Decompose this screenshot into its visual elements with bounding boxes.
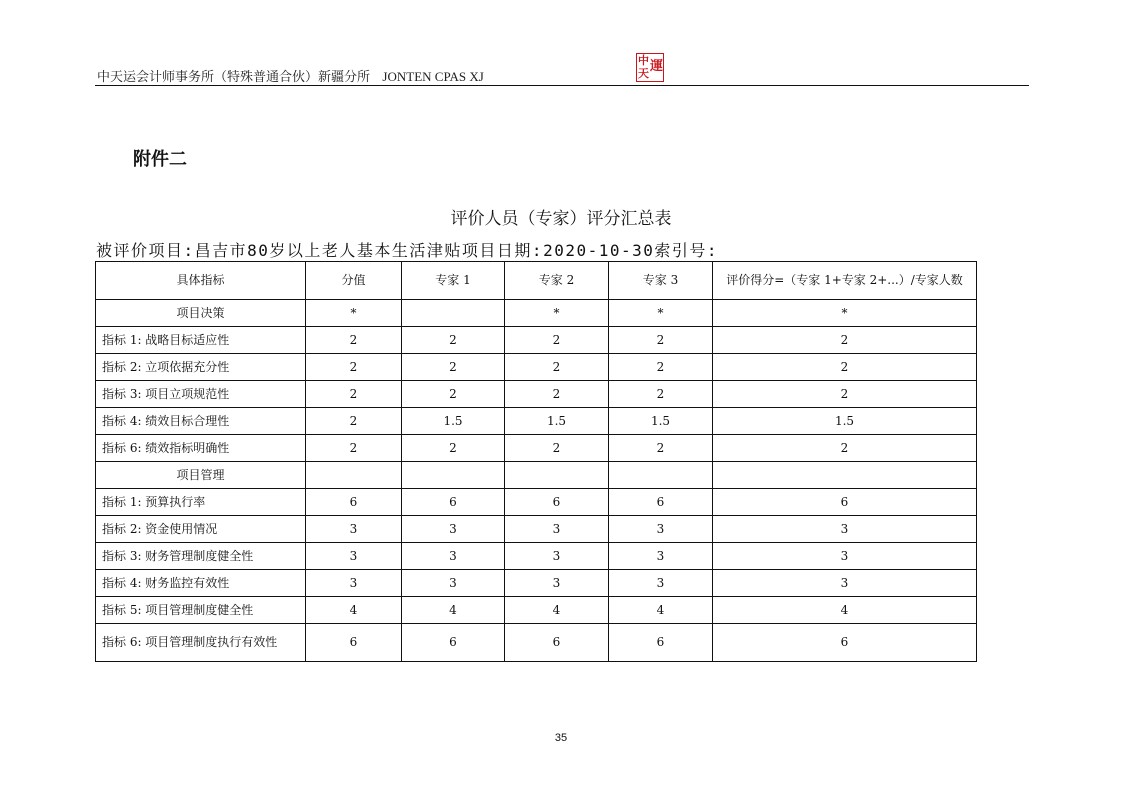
indicator-name: 指标 3: 财务管理制度健全性 (96, 543, 306, 570)
table-row (96, 516, 977, 543)
score-cell: 2 (306, 435, 402, 462)
score-cell: 6 (713, 624, 977, 662)
column-header: 专家 3 (609, 262, 713, 300)
score-cell: 6 (306, 489, 402, 516)
table-row (96, 489, 977, 516)
page-number: 35 (554, 732, 568, 744)
score-cell: * (306, 300, 402, 327)
table-row (96, 354, 977, 381)
table-title: 评价人员（专家）评分汇总表 (450, 209, 672, 229)
indicator-name: 指标 2: 立项依据充分性 (96, 354, 306, 381)
score-cell: 6 (609, 489, 713, 516)
score-cell: 3 (306, 516, 402, 543)
score-cell: 2 (402, 327, 505, 354)
score-cell: 3 (609, 516, 713, 543)
score-cell: 6 (505, 489, 609, 516)
indicator-name: 指标 5: 项目管理制度健全性 (96, 597, 306, 624)
column-header: 专家 2 (505, 262, 609, 300)
project-label: 被评价项目: (96, 241, 195, 260)
section-label: 项目管理 (96, 462, 306, 489)
logo-glyph: 中 (638, 54, 649, 67)
score-cell: 4 (609, 597, 713, 624)
score-cell: 3 (505, 516, 609, 543)
score-cell: 2 (505, 381, 609, 408)
section-row (96, 300, 977, 327)
score-cell: 2 (713, 435, 977, 462)
indicator-name: 指标 1: 预算执行率 (96, 489, 306, 516)
score-cell: 4 (713, 597, 977, 624)
column-header: 分值 (306, 262, 402, 300)
project-meta-line (96, 238, 718, 261)
score-cell: 6 (402, 489, 505, 516)
score-cell: 2 (306, 327, 402, 354)
score-cell: 2 (402, 435, 505, 462)
score-cell: 1.5 (609, 408, 713, 435)
score-cell: 3 (713, 570, 977, 597)
score-cell (505, 462, 609, 489)
table-row (96, 435, 977, 462)
score-cell: * (505, 300, 609, 327)
section-row (96, 462, 977, 489)
score-cell: 3 (402, 570, 505, 597)
indicator-name: 指标 6: 绩效指标明确性 (96, 435, 306, 462)
index-label: 索引号: (654, 241, 719, 260)
score-cell: 2 (505, 327, 609, 354)
score-cell: 6 (505, 624, 609, 662)
score-cell: 2 (505, 354, 609, 381)
score-cell: 1.5 (402, 408, 505, 435)
page-header-firm (97, 66, 484, 85)
score-cell: 2 (713, 381, 977, 408)
score-cell (402, 300, 505, 327)
score-cell: 4 (402, 597, 505, 624)
attachment-label: 附件二 (133, 149, 187, 170)
score-cell: * (609, 300, 713, 327)
column-header: 专家 1 (402, 262, 505, 300)
score-cell (713, 462, 977, 489)
indicator-name: 指标 4: 财务监控有效性 (96, 570, 306, 597)
score-cell: 2 (609, 327, 713, 354)
score-cell: 2 (609, 435, 713, 462)
score-cell: 6 (306, 624, 402, 662)
firm-name-en: JONTEN CPAS XJ (382, 69, 484, 84)
score-cell: 3 (713, 543, 977, 570)
score-cell: 2 (609, 354, 713, 381)
logo-glyph: 天 (638, 67, 649, 80)
date-label: 日期: (496, 241, 544, 260)
table-header-row (96, 262, 977, 300)
score-cell: 2 (306, 408, 402, 435)
firm-logo-seal (636, 53, 664, 82)
indicator-name: 指标 4: 绩效目标合理性 (96, 408, 306, 435)
score-cell (402, 462, 505, 489)
indicator-name: 指标 6: 项目管理制度执行有效性 (96, 624, 306, 662)
date-value: 2020-10-30 (543, 241, 655, 260)
score-cell: 2 (713, 327, 977, 354)
score-cell: 1.5 (505, 408, 609, 435)
score-cell: 6 (402, 624, 505, 662)
score-cell: 3 (402, 516, 505, 543)
score-cell: 4 (505, 597, 609, 624)
score-cell: 2 (402, 354, 505, 381)
score-cell: 3 (505, 570, 609, 597)
score-cell: * (713, 300, 977, 327)
table-body (96, 300, 977, 662)
score-cell: 3 (505, 543, 609, 570)
table-row (96, 543, 977, 570)
score-cell: 3 (306, 543, 402, 570)
score-cell: 6 (713, 489, 977, 516)
score-summary-table (95, 261, 977, 662)
header-divider (95, 85, 1029, 86)
score-cell: 2 (505, 435, 609, 462)
table-row (96, 408, 977, 435)
score-cell: 3 (402, 543, 505, 570)
logo-glyph: 運 (650, 59, 664, 74)
indicator-name: 指标 1: 战略目标适应性 (96, 327, 306, 354)
indicator-name: 指标 2: 资金使用情况 (96, 516, 306, 543)
score-cell: 3 (713, 516, 977, 543)
table-row (96, 597, 977, 624)
table-row (96, 570, 977, 597)
score-cell: 1.5 (713, 408, 977, 435)
indicator-name: 指标 3: 项目立项规范性 (96, 381, 306, 408)
score-cell (609, 462, 713, 489)
column-header: 评价得分=（专家 1+专家 2+...）/专家人数 (713, 262, 977, 300)
score-cell: 2 (402, 381, 505, 408)
firm-name: 中天运会计师事务所（特殊普通合伙）新疆分所 (97, 70, 371, 85)
score-cell: 2 (306, 354, 402, 381)
table-row (96, 624, 977, 662)
score-cell: 3 (306, 570, 402, 597)
score-cell: 2 (713, 354, 977, 381)
score-cell: 3 (609, 543, 713, 570)
score-cell: 4 (306, 597, 402, 624)
score-cell: 3 (609, 570, 713, 597)
section-label: 项目决策 (96, 300, 306, 327)
score-cell: 2 (609, 381, 713, 408)
column-header: 具体指标 (96, 262, 306, 300)
table-row (96, 327, 977, 354)
project-name: 昌吉市80岁以上老人基本生活津贴项目 (194, 241, 497, 260)
score-cell (306, 462, 402, 489)
score-cell: 2 (306, 381, 402, 408)
table-row (96, 381, 977, 408)
score-cell: 6 (609, 624, 713, 662)
